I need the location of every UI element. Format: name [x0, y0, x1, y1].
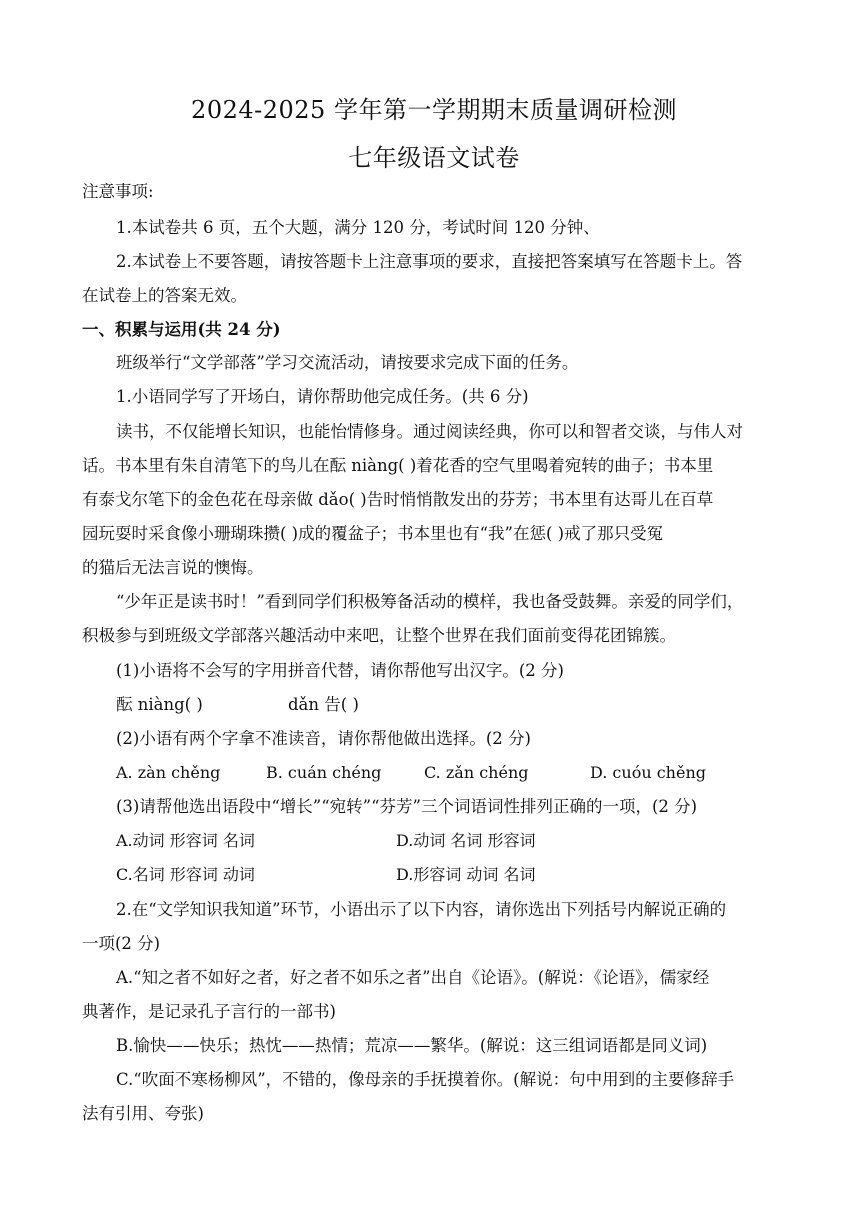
option-d: D.形容词 动词 名词 [396, 865, 536, 884]
option-c: C. zǎn chéng [424, 763, 529, 782]
option-c: C.名词 形容词 动词 [116, 865, 255, 884]
q2-option-c: C.“吹面不寒杨柳风”，不错的，像母亲的手抚摸着你。(解说：句中用到的主要修辞手 [116, 1070, 735, 1089]
question-2-stem-cont: 一项(2 分) [82, 934, 161, 953]
option-a: A. zàn chěng [116, 763, 221, 782]
notice-heading: 注意事项: [82, 182, 154, 201]
subquestion-1-2: (2)小语有两个字拿不准读音，请你帮他做出选择。(2 分) [116, 729, 531, 748]
passage-line: 有泰戈尔笔下的金色花在母亲做 dǎo( )告时悄悄散发出的芬芳；书本里有达哥儿在百草 [82, 490, 714, 509]
passage-line: “少年正是读书时！”看到同学们积极筹备活动的模样，我也备受鼓舞。亲爱的同学们， [116, 592, 744, 611]
subquestion-1-1: (1)小语将不会写的字用拼音代替，请你帮他写出汉字。(2 分) [116, 661, 564, 680]
q2-option-c-cont: 法有引用、夸张) [82, 1104, 204, 1123]
notice-item-2-cont: 在试卷上的答案无效。 [82, 286, 247, 305]
exam-subtitle: 七年级语文试卷 [348, 144, 520, 172]
option-d: D. cuóu chěng [590, 763, 706, 782]
section-intro: 班级举行“文学部落”学习交流活动，请按要求完成下面的任务。 [116, 353, 579, 372]
q2-option-b: B.愉快——快乐；热忱——热情；荒凉——繁华。(解说：这三组词语都是同义词) [116, 1036, 708, 1055]
passage-line: 话。书本里有朱自清笔下的鸟儿在酝 niàng( )着花香的空气里喝着宛转的曲子；书本里 [82, 456, 714, 475]
question-2-stem: 2.在“文学知识我知道”环节，小语出示了以下内容，请你选出下列括号内解说正确的 [116, 900, 727, 919]
passage-line: 读书，不仅能增长知识，也能怡情修身。通过阅读经典，你可以和智者交谈，与伟人对 [116, 422, 743, 441]
option-b: B. cuán chéng [266, 763, 382, 782]
q2-option-a-cont: 典著作，是记录孔子言行的一部书) [82, 1002, 336, 1021]
section-heading: 一、积累与运用(共 24 分) [82, 320, 281, 339]
blank-dan: dǎn 告( ) [288, 695, 359, 714]
q2-option-a: A.“知之者不如好之者，好之者不如乐之者”出自《论语》。(解说：《论语》，儒家经 [116, 968, 710, 987]
passage-line: 的猫后无法言说的懊悔。 [82, 558, 264, 577]
question-1-stem: 1.小语同学写了开场白，请你帮助他完成任务。(共 6 分) [116, 387, 529, 406]
blank-niang: 酝 niàng( ) [116, 695, 203, 714]
passage-line: 积极参与到班级文学部落兴趣活动中来吧，让整个世界在我们面前变得花团锦簇。 [82, 626, 676, 645]
exam-title: 2024-2025 学年第一学期期末质量调研检测 [191, 96, 677, 124]
option-b: D.动词 名词 形容词 [396, 831, 536, 850]
subquestion-1-3: (3)请帮他选出语段中“增长”“宛转”“芬芳”三个词语词性排列正确的一项，(2 分) [116, 797, 698, 816]
passage-line: 园玩耍时采食像小珊瑚珠攒( )成的覆盆子；书本里也有“我”在惩( )戒了那只受冤 [82, 524, 664, 543]
notice-item-2: 2.本试卷上不要答题，请按答题卡上注意事项的要求，直接把答案填写在答题卡上。答 [116, 252, 743, 271]
notice-item-1: 1.本试卷共 6 页，五个大题，满分 120 分，考试时间 120 分钟、 [116, 218, 600, 237]
option-a: A.动词 形容词 名词 [116, 831, 255, 850]
